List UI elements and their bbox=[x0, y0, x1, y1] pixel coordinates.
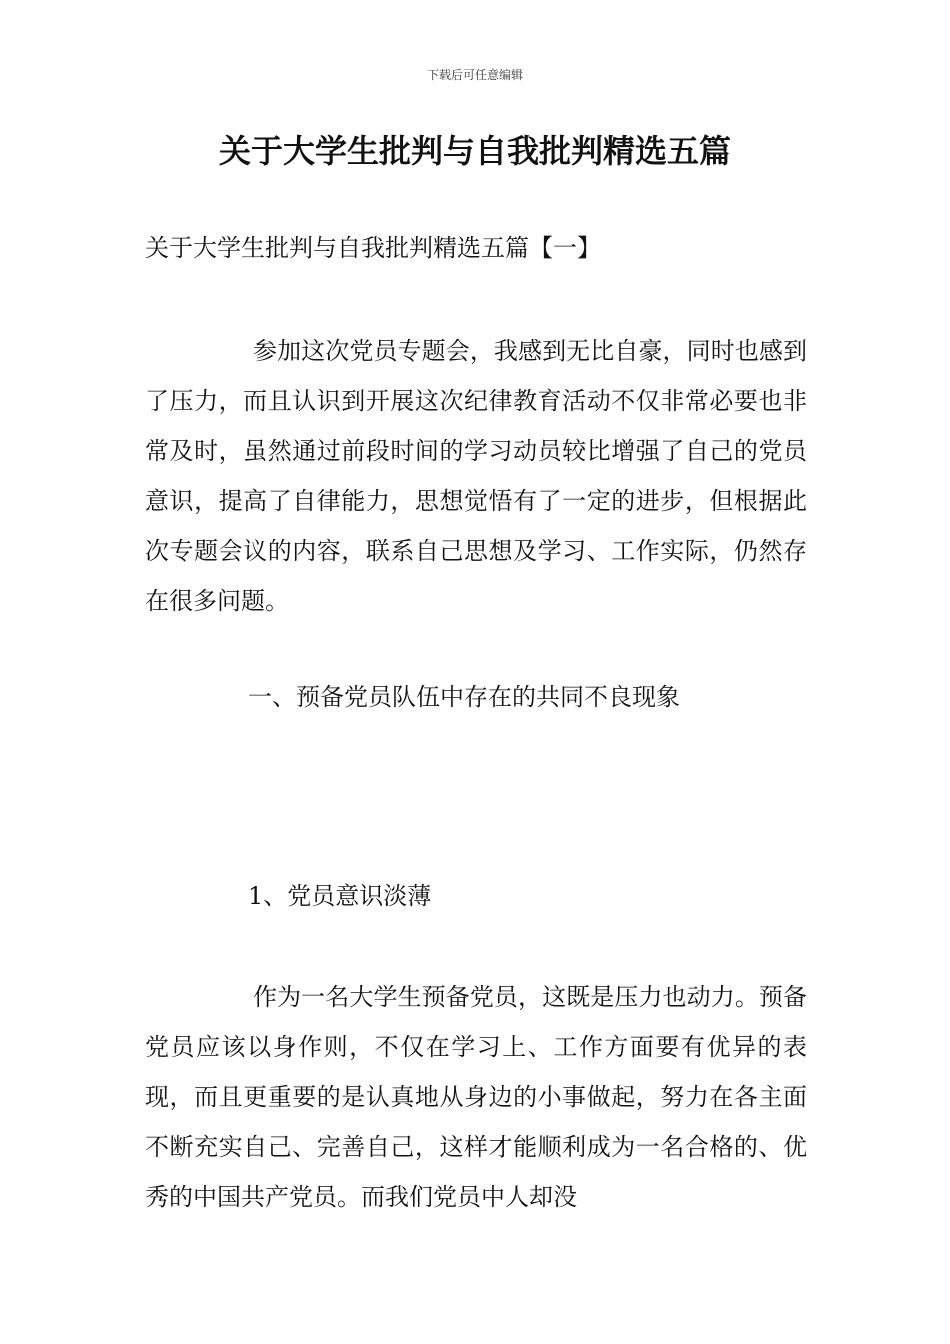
section-heading: 一、预备党员队伍中存在的共同不良现象 bbox=[248, 683, 680, 711]
subsection-heading: 1、党员意识淡薄 bbox=[248, 882, 432, 910]
header-note: 下载后可任意编辑 bbox=[426, 68, 523, 82]
document-title: 关于大学生批判与自我批判精选五篇 bbox=[218, 132, 731, 170]
paragraph-intro: 参加这次党员专题会，我感到无比自豪，同时也感到了压力，而且认识到开展这次纪律教育活动不仅非常必要也非常及时，虽然通过前段时间的学习动员较比增强了自己的党员意识，提高了自律能力，思想觉悟有了一定的进步，但根据此次专题会议的内容，联系自己思想及学习、工作实际，仍然存在很多问题。 bbox=[145, 337, 807, 615]
section-subtitle: 关于大学生批判与自我批判精选五篇【一】 bbox=[145, 234, 601, 262]
paragraph-body: 作为一名大学生预备党员，这既是压力也动力。预备党员应该以身作则，不仅在学习上、工作方面要有优异的表现，而且更重要的是认真地从身边的小事做起，努力在各主面不断充实自己、完善自己，这样才能顺利成为一名合格的、优秀的中国共产党员。而我们党员中人却没 bbox=[145, 983, 807, 1211]
